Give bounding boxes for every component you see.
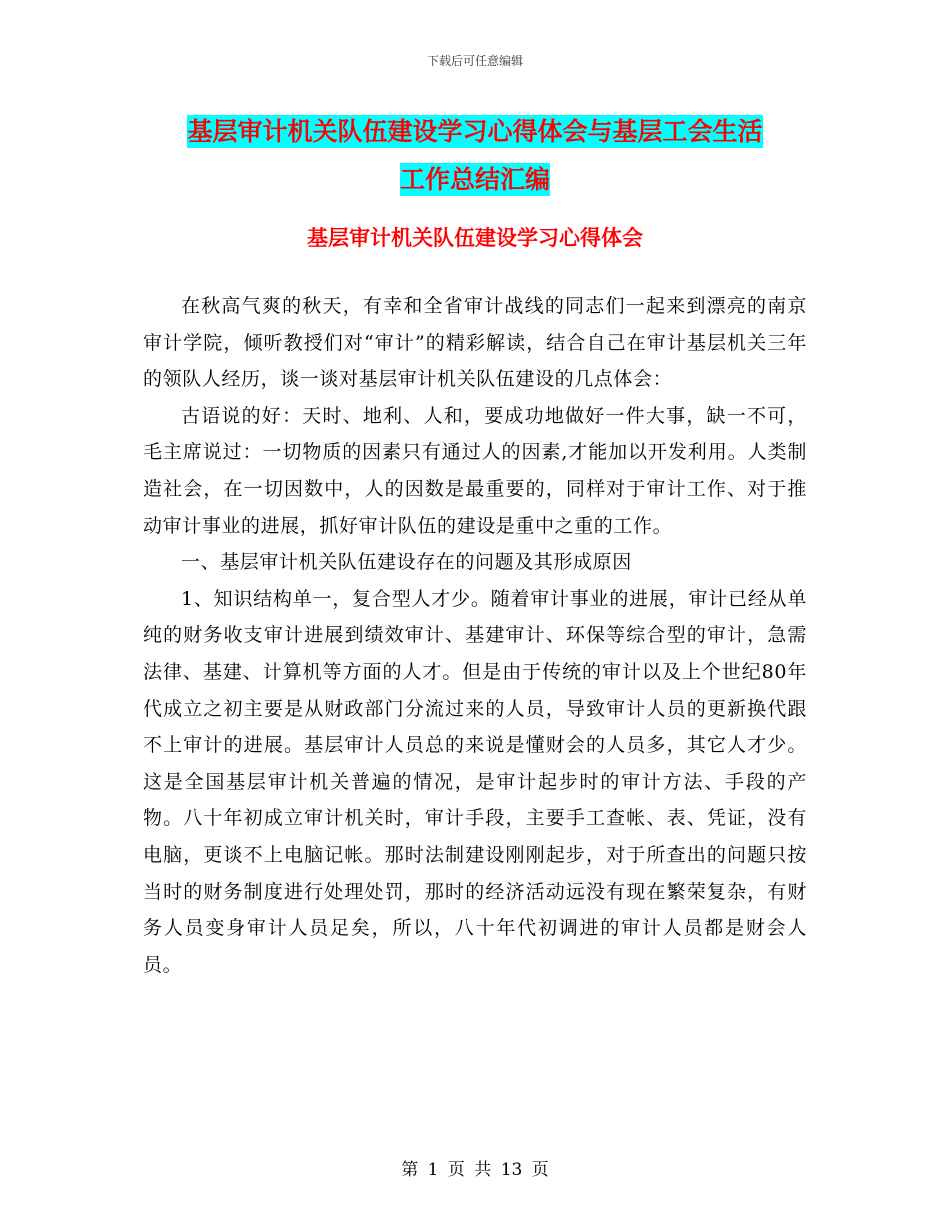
document-title-line-1: 基层审计机关队伍建设学习心得体会与基层工会生活 [187, 117, 763, 146]
paragraph: 1、知识结构单一，复合型人才少。随着审计事业的进展，审计已经从单纯的财务收支审计进展到绩效审计、基建审计、环保等综合型的审计，急需法律、基建、计算机等方面的人才。但是由于传统的审计以及上个世纪80年代成立之初主要是从财政部门分流过来的人员，导致审计人员的更新换代跟不上审计的进展。基层审计人员总的来说是懂财会的人员多，其它人才少。这是全国基层审计机关普遍的情况，是审计起步时的审计方法、手段的产物。八十年初成立审计机关时，审计手段，主要手工查帐、表、凭证，没有电脑，更谈不上电脑记帐。那时法制建设刚刚起步，对于所查出的问题只按当时的财务制度进行处理处罚，那时的经济活动远没有现在繁荣复杂，有财务人员变身审计人员足矣，所以，八十年代初调进的审计人员都是财会人员。 [143, 587, 807, 976]
page-number: 第 1 页 共 13 页 [401, 1160, 549, 1180]
paragraph: 在秋高气爽的秋天，有幸和全省审计战线的同志们一起来到漂亮的南京审计学院，倾听教授们对“审计”的精彩解读，结合自己在审计基层机关三年的领队人经历，谈一谈对基层审计机关队伍建设的几点体会： [143, 295, 807, 391]
section-heading: 一、基层审计机关队伍建设存在的问题及其形成原因 [181, 551, 632, 574]
body-text [143, 288, 807, 983]
section-title: 基层审计机关队伍建设学习心得体会 [307, 226, 643, 250]
document-title [140, 108, 810, 204]
document-title-line-2: 工作总结汇编 [399, 165, 550, 194]
header-note: 下载后可任意编辑 [426, 54, 523, 68]
paragraph: 古语说的好：天时、地利、人和，要成功地做好一件大事，缺一不可，毛主席说过：一切物质的因素只有通过人的因素,才能加以开发利用。人类制造社会，在一切因数中，人的因数是最重要的，同样对于审计工作、对于推动审计事业的进展，抓好审计队伍的建设是重中之重的工作。 [143, 404, 807, 537]
